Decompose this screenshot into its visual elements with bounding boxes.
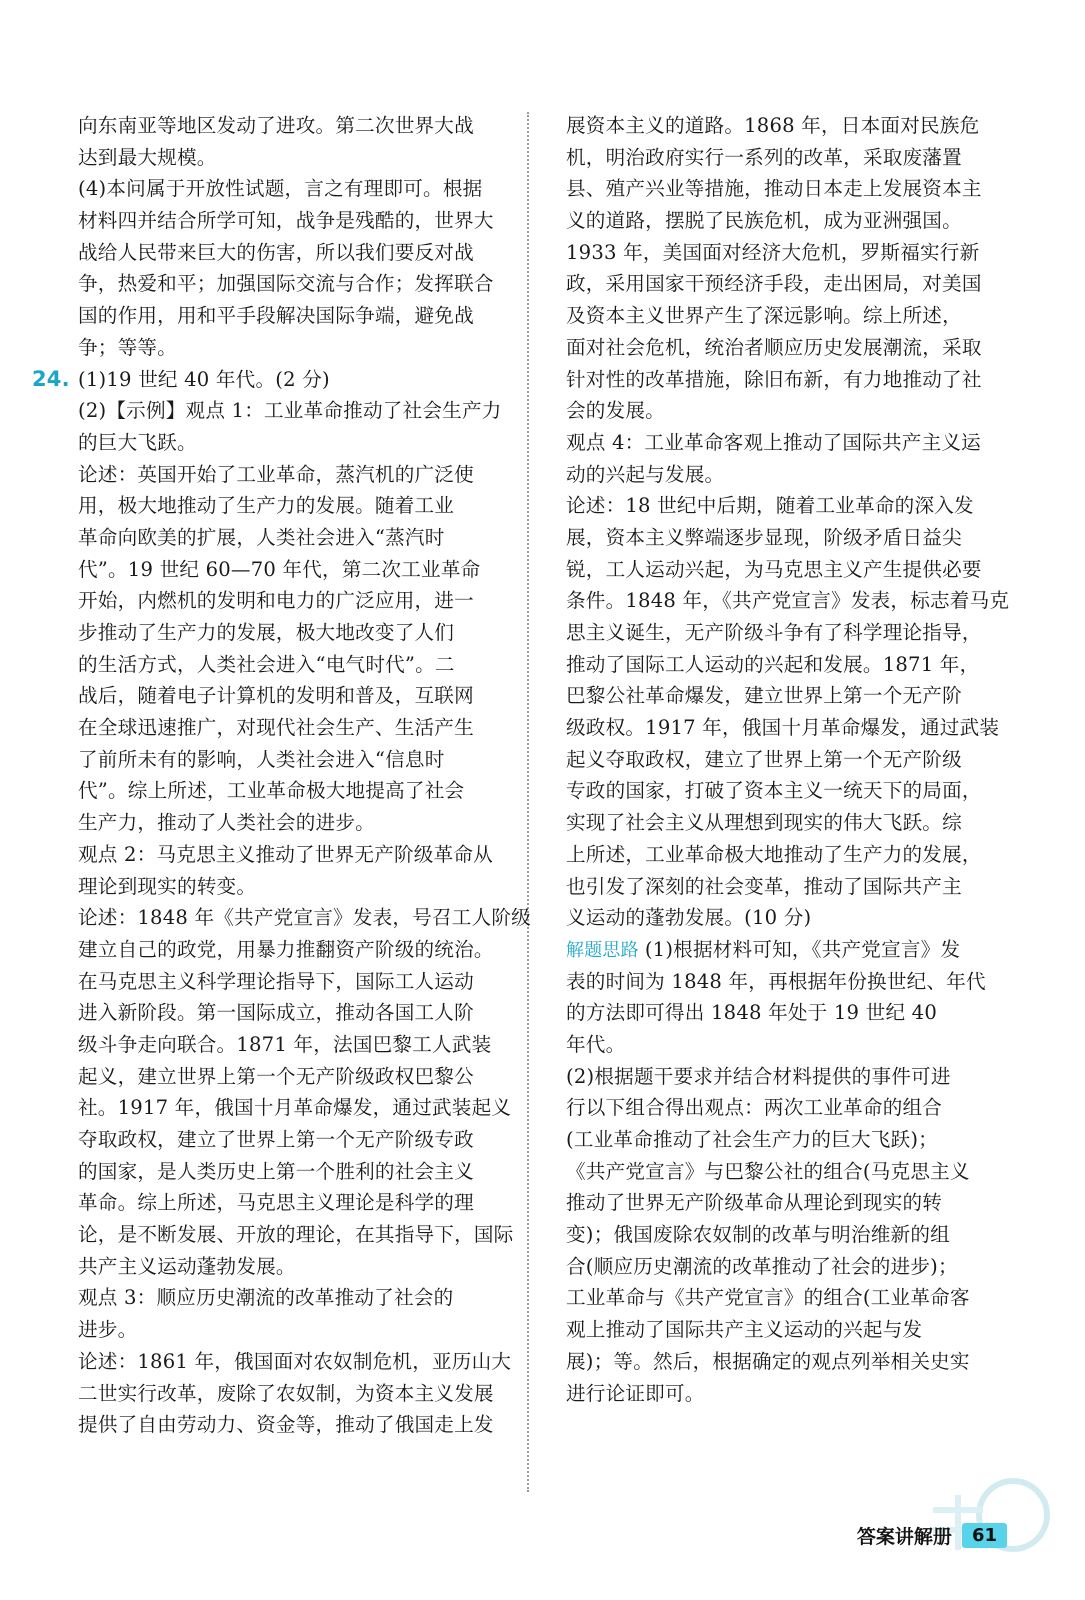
text-line: 推动了世界无产阶级革命从理论到现实的转: [566, 1191, 943, 1215]
text-line: 级政权。1917 年，俄国十月革命爆发，通过武装: [566, 716, 1000, 740]
analysis-first-line: [566, 934, 998, 966]
text-line: 行以下组合得出观点：两次工业革命的组合: [566, 1096, 943, 1120]
text-line: 用，极大地推动了生产力的发展。随着工业: [78, 494, 455, 518]
text-line: 争，热爱和平；加强国际交流与合作；发挥联合: [78, 272, 494, 296]
text-line: 进行论证即可。: [566, 1381, 705, 1405]
text-line: 进步。: [78, 1318, 138, 1342]
text-line: 巴黎公社革命爆发，建立世界上第一个无产阶: [566, 684, 962, 708]
question-24-answer-1: (1)19 世纪 40 年代。(2 分): [78, 367, 330, 391]
text-line: 提供了自由劳动力、资金等，推动了俄国走上发: [78, 1413, 494, 1437]
text-line: 材料四并结合所学可知，战争是残酷的，世界大: [78, 209, 494, 233]
text-line: 的方法即可得出 1848 年处于 19 世纪 40: [566, 1001, 937, 1025]
text-line: 面对社会危机，统治者顺应历史发展潮流，采取: [566, 335, 982, 359]
text-line: 县、殖产兴业等措施，推动日本走上发展资本主: [566, 177, 982, 201]
left-column: [32, 110, 531, 1441]
text-line: 年代。: [566, 1032, 626, 1056]
text-line: 战后，随着电子计算机的发明和普及，互联网: [78, 684, 474, 708]
text-line: 开始，内燃机的发明和电力的广泛应用，进一: [78, 589, 474, 613]
text-line: 革命向欧美的扩展，人类社会进入“蒸汽时: [78, 525, 445, 549]
text-line: 级斗争走向联合。1871 年，法国巴黎工人武装: [78, 1032, 492, 1056]
text-line: 也引发了深刻的社会变革，推动了国际共产主: [566, 874, 962, 898]
right-column: [566, 110, 1010, 1409]
text-line: 论述：英国开始了工业革命，蒸汽机的广泛使: [78, 462, 474, 486]
text-line: (2)根据题干要求并结合材料提供的事件可进: [566, 1064, 951, 1088]
text-line: 会的发展。: [566, 399, 665, 423]
text-line: 推动了国际工人运动的兴起和发展。1871 年，: [566, 652, 980, 676]
text-line: 条件。1848 年，《共产党宣言》发表，标志着马克: [566, 589, 1010, 613]
text-line: 在马克思主义科学理论指导下，国际工人运动: [78, 969, 474, 993]
text-line: 变)；俄国废除农奴制的改革与明治维新的组: [566, 1223, 950, 1247]
page-number: 61: [962, 1523, 1007, 1548]
text-line: 进入新阶段。第一国际成立，推动各国工人阶: [78, 1001, 474, 1025]
text-line: 展)；等。然后，根据确定的观点列举相关史实: [566, 1349, 970, 1373]
text-line: 代”。综上所述，工业革命极大地提高了社会: [78, 779, 465, 803]
footer-label: 答案讲解册: [856, 1525, 952, 1548]
text-line: 达到最大规模。: [78, 145, 217, 169]
text-line: 展，资本主义弊端逐步显现，阶级矛盾日益尖: [566, 525, 962, 549]
right-text-block-2: [566, 966, 998, 1410]
text-line: 观点 3：顺应历史潮流的改革推动了社会的: [78, 1286, 454, 1310]
text-line: 论，是不断发展、开放的理论，在其指导下，国际: [78, 1223, 514, 1247]
text-line: 观点 2：马克思主义推动了世界无产阶级革命从: [78, 842, 493, 866]
text-line: 锐，工人运动兴起，为马克思主义产生提供必要: [566, 557, 982, 581]
analysis-text: (1)根据材料可知，《共产党宣言》发: [644, 937, 961, 961]
text-line: 夺取政权，建立了世界上第一个无产阶级专政: [78, 1128, 474, 1151]
text-line: (4)本问属于开放性试题，言之有理即可。根据: [78, 177, 483, 201]
text-line: 的生活方式，人类社会进入“电气时代”。二: [78, 652, 455, 676]
text-line: 及资本主义世界产生了深远影响。综上所述，: [566, 304, 962, 328]
text-line: 的国家，是人类历史上第一个胜利的社会主义: [78, 1159, 474, 1183]
text-line: 论述：1848 年《共产党宣言》发表，号召工人阶级: [78, 906, 531, 930]
question-24-first-line: [32, 364, 510, 396]
text-line: 的巨大飞跃。: [78, 430, 197, 454]
text-line: 建立自己的政党，用暴力推翻资产阶级的统治。: [78, 937, 494, 961]
text-line: 共产主义运动蓬勃发展。: [78, 1254, 296, 1278]
text-line: 了前所未有的影响，人类社会进入“信息时: [78, 747, 445, 771]
text-line: 理论到现实的转变。: [78, 874, 257, 898]
text-line: 义运动的蓬勃发展。(10 分): [566, 906, 812, 930]
text-line: 战给人民带来巨大的伤害，所以我们要反对战: [78, 240, 474, 264]
text-line: 合(顺应历史潮流的改革推动了社会的进步)；: [566, 1254, 958, 1278]
text-line: 步推动了生产力的发展，极大地改变了人们: [78, 621, 455, 644]
text-line: 争；等等。: [78, 335, 177, 359]
text-line: 起义夺取政权，建立了世界上第一个无产阶级: [566, 747, 962, 771]
text-line: 观点 4：工业革命客观上推动了国际共产主义运: [566, 430, 981, 454]
text-line: 政，采用国家干预经济手段，走出困局，对美国: [566, 272, 982, 296]
text-line: 论述：18 世纪中后期，随着工业革命的深入发: [566, 494, 974, 518]
right-text-block-1: [566, 110, 1010, 934]
text-line: 思主义诞生，无产阶级斗争有了科学理论指导，: [566, 621, 982, 644]
text-line: 起义，建立世界上第一个无产阶级政权巴黎公: [78, 1064, 474, 1088]
text-line: 观上推动了国际共产主义运动的兴起与发: [566, 1318, 923, 1342]
text-line: 表的时间为 1848 年，再根据年份换世纪、年代: [566, 969, 986, 993]
text-line: (工业革命推动了社会生产力的巨大飞跃)；: [566, 1128, 938, 1151]
text-line: 实现了社会主义从理想到现实的伟大飞跃。综: [566, 811, 962, 835]
text-line: 义的道路，摆脱了民族危机，成为亚洲强国。: [566, 209, 962, 233]
text-line: 上所述，工业革命极大地推动了生产力的发展，: [566, 842, 982, 866]
text-line: 针对性的改革措施，除旧布新，有力地推动了社: [566, 367, 982, 391]
text-line: (2)【示例】观点 1：工业革命推动了社会生产力: [78, 399, 502, 423]
left-text-block-1: [78, 110, 510, 364]
text-line: 社。1917 年，俄国十月革命爆发，通过武装起义: [78, 1096, 512, 1120]
text-line: 动的兴起与发展。: [566, 462, 725, 486]
text-line: 革命。综上所述，马克思主义理论是科学的理: [78, 1191, 474, 1215]
text-line: 展资本主义的道路。1868 年，日本面对民族危: [566, 114, 980, 137]
text-line: 向东南亚等地区发动了进攻。第二次世界大战: [78, 114, 474, 137]
page-footer: [857, 1518, 1007, 1552]
text-line: 《共产党宣言》与巴黎公社的组合(马克思主义: [566, 1159, 970, 1183]
text-line: 机，明治政府实行一系列的改革，采取废藩置: [566, 145, 962, 169]
text-line: 生产力，推动了人类社会的进步。: [78, 811, 375, 835]
text-line: 代”。19 世纪 60—70 年代，第二次工业革命: [78, 557, 481, 581]
left-text-block-2: [78, 395, 531, 1441]
analysis-tag: 解题思路: [566, 939, 639, 961]
text-line: 国的作用，用和平手段解决国际争端，避免战: [78, 304, 474, 328]
text-line: 在全球迅速推广，对现代社会生产、生活产生: [78, 716, 474, 740]
text-line: 论述：1861 年，俄国面对农奴制危机，亚历山大: [78, 1349, 512, 1373]
text-line: 专政的国家，打破了资本主义一统天下的局面，: [566, 779, 982, 803]
column-divider: [527, 112, 529, 1492]
text-line: 1933 年，美国面对经济大危机，罗斯福实行新: [566, 240, 980, 264]
question-number: 24.: [32, 366, 70, 391]
text-line: 二世实行改革，废除了农奴制，为资本主义发展: [78, 1381, 494, 1405]
text-line: 工业革命与《共产党宣言》的组合(工业革命客: [566, 1286, 970, 1310]
